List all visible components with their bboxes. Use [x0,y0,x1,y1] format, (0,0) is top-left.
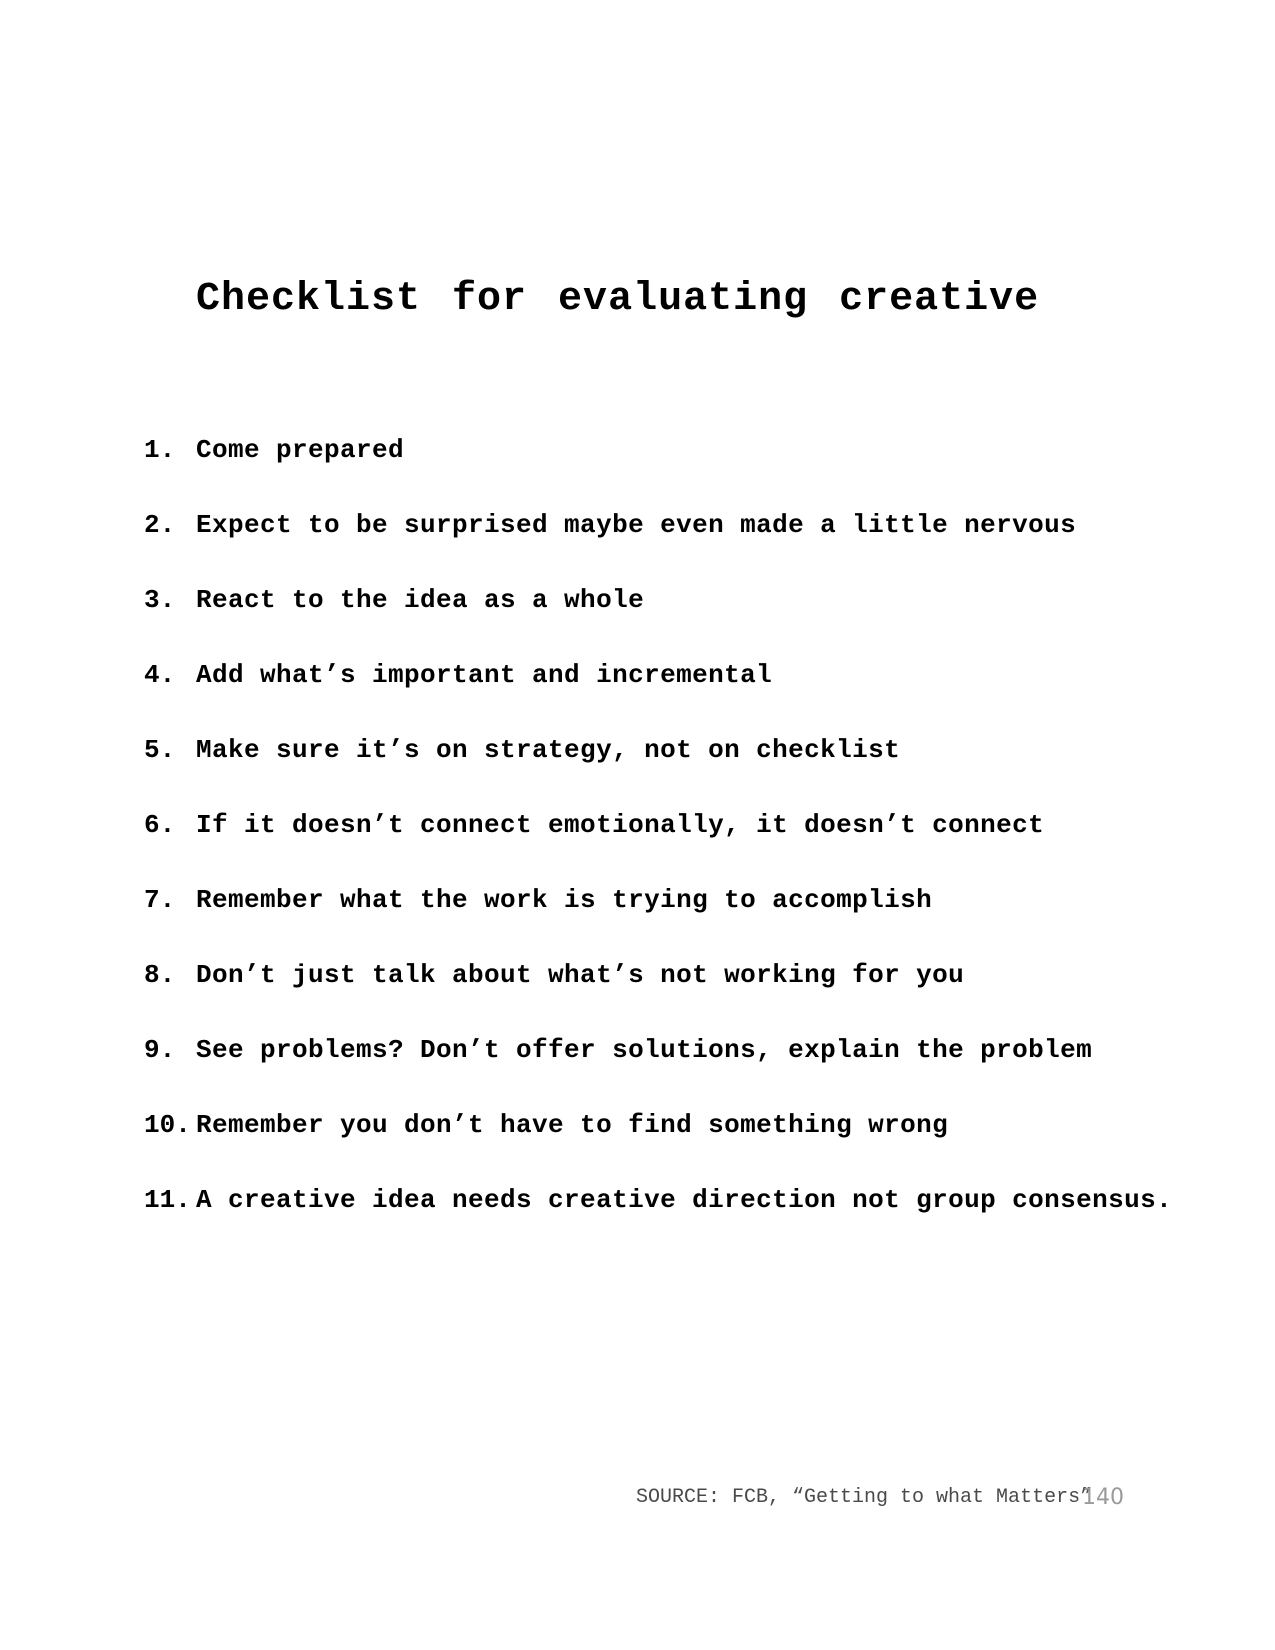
list-item [144,808,1172,883]
list-item [144,658,1172,733]
item-number: 4. [144,660,176,690]
checklist [144,433,1172,1258]
source-citation: SOURCE: FCB, “Getting to what Matters” [636,1486,1093,1509]
item-text: Make sure it’s on strategy, not on checklist [196,735,901,765]
item-text: Add what’s important and incremental [196,660,773,690]
list-item [144,733,1172,808]
item-text: If it doesn’t connect emotionally, it doesn’t connect [196,810,1045,840]
item-number: 3. [144,585,176,615]
item-text: Remember you don’t have to find something wrong [196,1110,949,1140]
list-item [144,883,1172,958]
item-number: 7. [144,885,176,915]
list-item [144,958,1172,1033]
list-item [144,1108,1172,1183]
item-number: 6. [144,810,176,840]
item-number: 8. [144,960,176,990]
item-number: 11. [144,1185,191,1215]
item-text: Don’t just talk about what’s not working for you [196,960,965,990]
item-text: A creative idea needs creative direction not group consensus. [196,1185,1173,1215]
list-item [144,1183,1172,1258]
item-text: Come prepared [196,435,405,465]
item-number: 10. [144,1110,191,1140]
item-number: 5. [144,735,176,765]
item-text: React to the idea as a whole [196,585,645,615]
item-text: Remember what the work is trying to accomplish [196,885,933,915]
item-text: See problems? Don’t offer solutions, explain the problem [196,1035,1093,1065]
list-item [144,583,1172,658]
item-number: 1. [144,435,176,465]
list-item [144,1033,1172,1108]
item-number: 2. [144,510,176,540]
list-item [144,433,1172,508]
page-title: Checklist for evaluating creative [196,277,1040,322]
item-text: Expect to be surprised maybe even made a little nervous [196,510,1077,540]
item-number: 9. [144,1035,176,1065]
list-item [144,508,1172,583]
page-number: 140 [1082,1485,1124,1510]
